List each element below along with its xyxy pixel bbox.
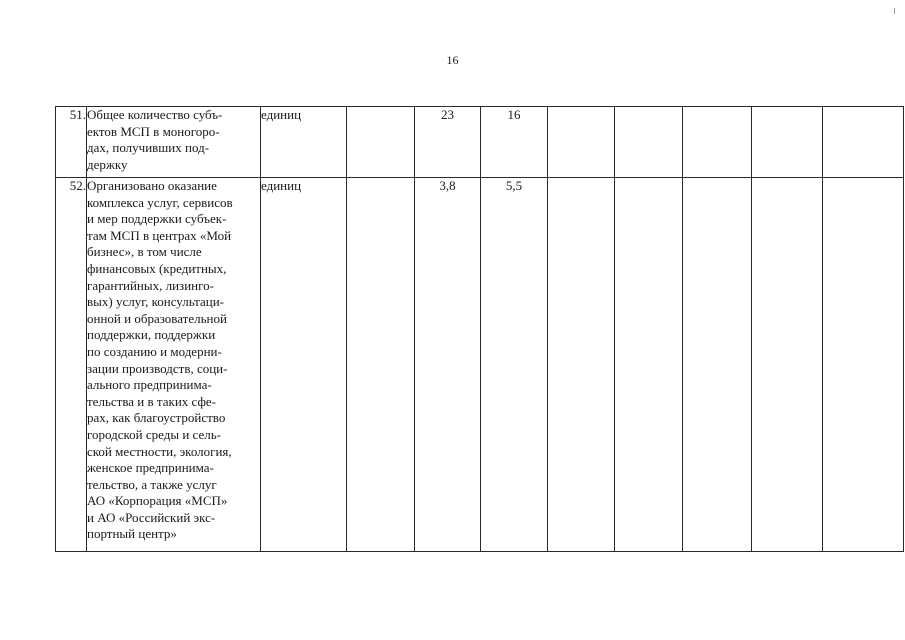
value-cell: [752, 107, 823, 178]
page-number: 16: [446, 53, 459, 67]
value-cell: 3,8: [415, 178, 481, 552]
indicator-name-line: и АО «Российский экс-: [87, 509, 216, 525]
indicator-name-line: тельства и в таких сфе-: [87, 393, 216, 409]
indicator-name-line: женское предпринима-: [87, 460, 214, 476]
indicator-name-line: там МСП в центрах «Мой: [87, 227, 232, 243]
indicator-name-line: ской местности, экология,: [87, 443, 232, 459]
indicator-name: [87, 107, 261, 178]
value-cell: [683, 178, 752, 552]
unit-cell: единиц: [261, 178, 347, 552]
value-cell: [347, 178, 415, 552]
indicator-name-line: Общее количество субъ-: [87, 107, 223, 122]
scan-artifact-mark: [894, 8, 895, 14]
indicator-name: [87, 178, 261, 552]
indicator-name-line: гарантийных, лизинго-: [87, 277, 214, 293]
indicator-name-line: Организовано оказание: [87, 178, 217, 193]
indicator-name-line: поддержки, поддержки: [87, 327, 216, 343]
indicator-name-line: финансовых (кредитных,: [87, 260, 227, 276]
unit-cell: единиц: [261, 107, 347, 178]
indicator-name-line: держку: [87, 156, 128, 172]
indicator-name-line: рах, как благоустройство: [87, 410, 226, 426]
value-cell: [615, 178, 683, 552]
value-cell: 16: [481, 107, 548, 178]
indicator-name-line: тельство, а также услуг: [87, 476, 217, 492]
indicator-name-line: портный центр»: [87, 526, 177, 542]
indicator-name-line: и мер поддержки субъек-: [87, 211, 227, 227]
table-row: [56, 178, 904, 552]
value-cell: [347, 107, 415, 178]
indicator-name-line: бизнес», в том числе: [87, 244, 202, 260]
value-cell: [615, 107, 683, 178]
indicator-name-line: ального предпринима-: [87, 377, 212, 393]
value-cell: [752, 178, 823, 552]
row-number: 52.: [56, 178, 87, 552]
value-cell: [823, 178, 904, 552]
indicators-table: [55, 106, 904, 552]
row-number: 51.: [56, 107, 87, 178]
value-cell: [548, 107, 615, 178]
indicator-name-line: зации производств, соци-: [87, 360, 228, 376]
value-cell: [548, 178, 615, 552]
indicator-name-line: городской среды и сель-: [87, 426, 221, 442]
indicator-name-line: по созданию и модерни-: [87, 343, 222, 359]
indicator-name-line: комплекса услуг, сервисов: [87, 194, 233, 210]
indicator-name-line: ектов МСП в моногоро-: [87, 123, 220, 139]
value-cell: [683, 107, 752, 178]
table-row: [56, 107, 904, 178]
value-cell: 5,5: [481, 178, 548, 552]
indicator-name-line: онной и образовательной: [87, 310, 227, 326]
value-cell: 23: [415, 107, 481, 178]
value-cell: [823, 107, 904, 178]
indicator-name-line: вых) услуг, консультаци-: [87, 294, 224, 310]
indicator-name-line: АО «Корпорация «МСП»: [87, 493, 228, 509]
indicator-name-line: дах, получивших под-: [87, 140, 210, 156]
